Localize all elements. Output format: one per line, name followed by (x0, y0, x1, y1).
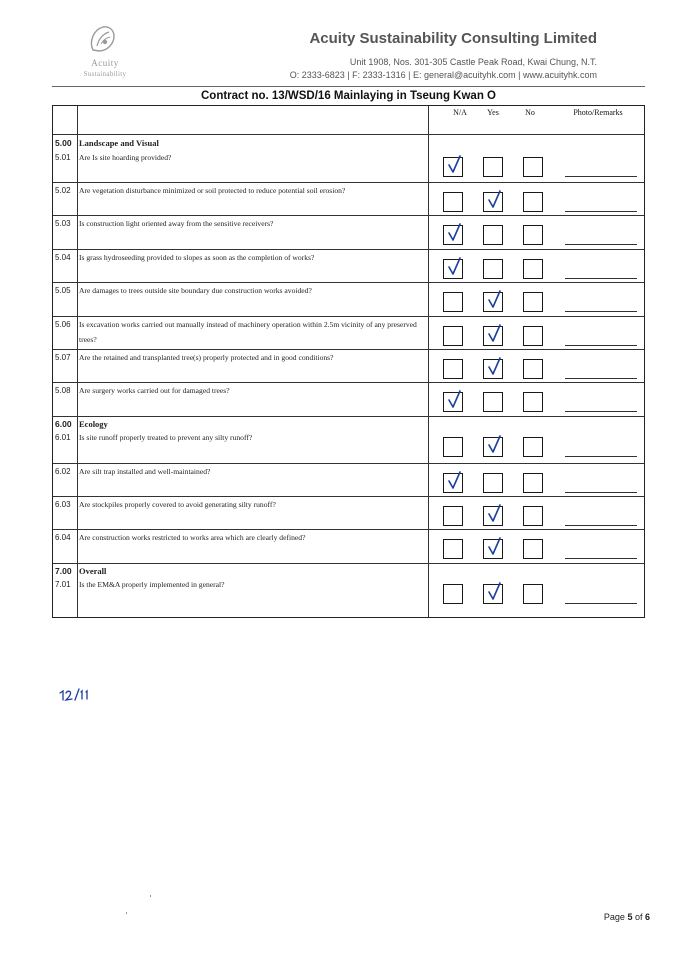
scan-speck (126, 912, 127, 914)
section-title: Ecology (79, 418, 108, 429)
checkmark-icon (444, 153, 466, 175)
header-divider (52, 86, 645, 87)
item-question: Are the retained and transplanted tree(s) properly protected and in good conditions? (79, 352, 334, 362)
item-number: 6.02 (55, 466, 71, 476)
checkbox-yes[interactable] (483, 157, 503, 177)
checkmark-icon (444, 469, 466, 491)
checkbox-na[interactable] (443, 584, 463, 604)
item-number: 5.06 (55, 319, 71, 329)
remarks-line[interactable] (565, 244, 637, 245)
column-header-yes: Yes (487, 108, 499, 117)
checkbox-na[interactable] (443, 326, 463, 346)
remarks-line[interactable] (565, 456, 637, 457)
checkbox-no[interactable] (523, 473, 543, 493)
checkbox-na[interactable] (443, 506, 463, 526)
checkbox-no[interactable] (523, 584, 543, 604)
company-address: Unit 1908, Nos. 301-305 Castle Peak Road, Kwai Chung, N.T. (349, 57, 597, 67)
checkbox-yes[interactable] (483, 392, 503, 412)
item-question: Is site runoff properly treated to prevent any silty runoff? (79, 433, 253, 443)
remarks-line[interactable] (565, 603, 637, 604)
remarks-line[interactable] (565, 492, 637, 493)
page-prefix: Page (603, 912, 628, 922)
checkbox-yes[interactable] (483, 225, 503, 245)
item-question: Are silt trap installed and well-maintained? (79, 466, 211, 476)
item-number: 5.08 (55, 386, 71, 396)
checkbox-no[interactable] (523, 359, 543, 379)
item-number: 5.07 (55, 352, 71, 362)
checkbox-no[interactable] (523, 539, 543, 559)
section-title: Landscape and Visual (79, 138, 159, 148)
checkbox-no[interactable] (523, 225, 543, 245)
item-number: 5.01 (55, 152, 71, 162)
checkmark-icon (444, 388, 466, 410)
item-question: Are surgery works carried out for damaged trees? (79, 386, 230, 396)
logo-icon (87, 24, 117, 56)
checkmark-icon (484, 355, 506, 377)
checkmark-icon (444, 255, 466, 277)
item-question: Is grass hydroseeding provided to slopes as soon as the completion of works? (79, 252, 315, 262)
item-question: Are construction works restricted to works area which are clearly defined? (79, 533, 306, 543)
remarks-line[interactable] (565, 411, 637, 412)
checkmark-icon (484, 433, 506, 455)
item-number: 5.04 (55, 252, 71, 262)
section-number: 5.00 (55, 138, 72, 148)
checkbox-no[interactable] (523, 192, 543, 212)
item-question: Are Is site hoarding provided? (79, 152, 172, 162)
remarks-line[interactable] (565, 525, 637, 526)
scan-speck (150, 895, 151, 897)
item-question: Are vegetation disturbance minimized or soil protected to reduce potential soil erosion? (79, 185, 346, 195)
remarks-line[interactable] (565, 345, 637, 346)
checkmark-icon (484, 288, 506, 310)
checkbox-no[interactable] (523, 157, 543, 177)
remarks-line[interactable] (565, 311, 637, 312)
item-question: Is excavation works carried out manually instead of machinery operation within 2.5m vicinity of any preserved trees? (79, 319, 417, 344)
column-header-na: N/A (453, 108, 467, 117)
checkmark-icon (484, 188, 506, 210)
item-number: 6.04 (55, 533, 71, 543)
checkbox-na[interactable] (443, 539, 463, 559)
checkmark-icon (444, 221, 466, 243)
remarks-line[interactable] (565, 378, 637, 379)
checkbox-na[interactable] (443, 292, 463, 312)
item-number: 5.03 (55, 219, 71, 229)
remarks-line[interactable] (565, 278, 637, 279)
remarks-line[interactable] (565, 558, 637, 559)
checkbox-na[interactable] (443, 359, 463, 379)
page-total: 6 (644, 912, 650, 922)
contract-title: Contract no. 13/WSD/16 Mainlaying in Tseung Kwan O (201, 90, 496, 102)
checkbox-yes[interactable] (483, 473, 503, 493)
company-contact: O: 2333-6823 | F: 2333-1316 | E: general@acuityhk.com | www.acuityhk.com (289, 70, 597, 80)
checkbox-na[interactable] (443, 437, 463, 457)
company-name: Acuity Sustainability Consulting Limited (309, 30, 597, 47)
checkbox-no[interactable] (523, 292, 543, 312)
page-separator: of (632, 912, 645, 922)
item-question: Is the EM&A properly implemented in general? (79, 580, 225, 590)
column-header-no: No (525, 108, 535, 117)
item-question: Are stockpiles properly covered to avoid generating silty runoff? (79, 500, 276, 509)
checklist-table (52, 105, 645, 618)
page-current: 5 (627, 912, 633, 922)
item-number: 7.01 (55, 580, 71, 590)
remarks-line[interactable] (565, 211, 637, 212)
checkbox-no[interactable] (523, 259, 543, 279)
logo-tagline: Sustainability (83, 70, 127, 78)
checkbox-no[interactable] (523, 326, 543, 346)
checkbox-no[interactable] (523, 392, 543, 412)
checkmark-icon (484, 535, 506, 557)
company-logo (70, 22, 140, 82)
checkmark-icon (484, 322, 506, 344)
checkmark-icon (484, 502, 506, 524)
checkmark-icon (484, 580, 506, 602)
column-header-remarks: Photo/Remarks (573, 108, 623, 117)
checkbox-no[interactable] (523, 437, 543, 457)
page-number (604, 912, 650, 922)
item-question: Are damages to trees outside site boundary due construction works avoided? (79, 286, 312, 296)
item-number: 5.05 (55, 286, 71, 296)
checkbox-na[interactable] (443, 192, 463, 212)
item-number: 5.02 (55, 185, 71, 195)
section-number: 6.00 (55, 418, 72, 429)
handwritten-date-mark (58, 683, 108, 703)
item-number: 6.01 (55, 433, 71, 443)
checkbox-no[interactable] (523, 506, 543, 526)
item-question: Is construction light oriented away from the sensitive receivers? (79, 219, 274, 229)
remarks-line[interactable] (565, 176, 637, 177)
checkbox-yes[interactable] (483, 259, 503, 279)
section-title: Overall (79, 565, 107, 576)
section-number: 7.00 (55, 565, 72, 576)
header-separator (53, 134, 644, 135)
item-number: 6.03 (55, 500, 71, 509)
logo-name: Acuity (91, 58, 119, 68)
handwritten-date (58, 683, 108, 703)
